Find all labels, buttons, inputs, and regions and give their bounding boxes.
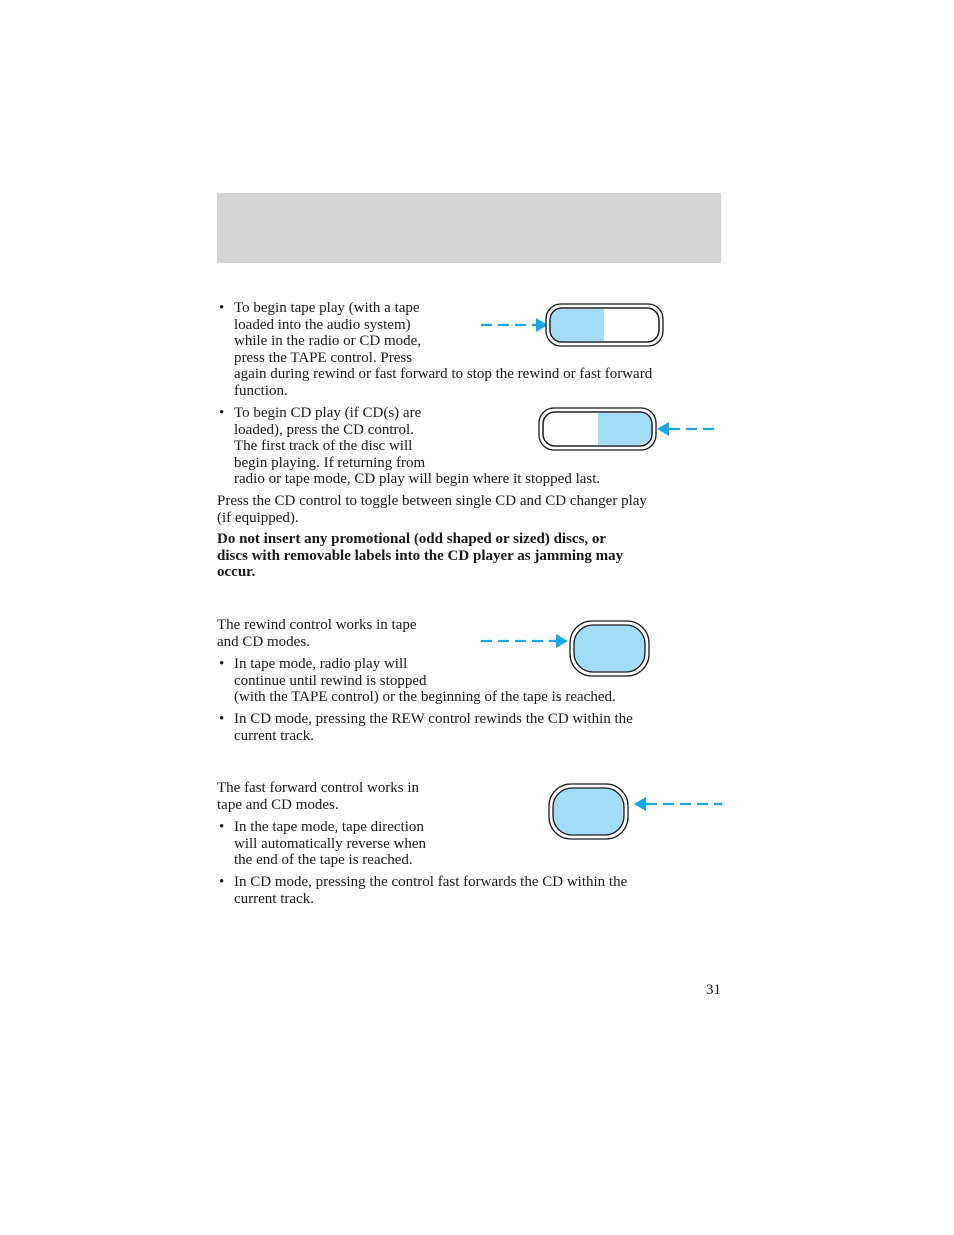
text-line: The fast forward control works in [217, 780, 420, 796]
text-line: In the tape mode, tape direction [234, 819, 424, 835]
page-number: 31 [706, 982, 721, 998]
ff-intro-paragraph [217, 780, 419, 813]
text-line: loaded into the audio system) [234, 316, 411, 333]
tape-control-figure [478, 300, 668, 350]
bullet-glyph: • [219, 819, 225, 835]
text-line: current track. [234, 890, 314, 907]
text-line: discs with removable labels into the CD player as jamming may [217, 547, 624, 564]
text-line: The rewind control works in tape [217, 617, 417, 633]
text-line: tape and CD modes. [217, 796, 339, 813]
text-line: while in the radio or CD mode, [234, 333, 422, 349]
tape-arrow [481, 318, 548, 332]
rewind-control-icon [570, 621, 649, 676]
section-header-band [217, 193, 721, 263]
text-line: function. [234, 382, 288, 399]
text-line: (if equipped). [217, 509, 299, 526]
rewind-intro-paragraph [217, 617, 417, 650]
text-line: occur. [217, 564, 256, 580]
bullet-glyph: • [219, 656, 225, 672]
rewind-control-figure [478, 618, 654, 680]
text-line: To begin tape play (with a tape [234, 300, 420, 316]
text-line: continue until rewind is stopped [234, 672, 427, 689]
ff-bullet-1-text [234, 819, 426, 869]
text-line: begin playing. If returning from [234, 454, 426, 471]
tape-control-icon [546, 304, 663, 346]
text-line: again during rewind or fast forward to stop the rewind or fast forward [234, 366, 653, 382]
fast-forward-control-icon [549, 784, 628, 839]
bullet-glyph: • [219, 874, 225, 890]
cd-control-figure [536, 405, 720, 455]
text-line: Press the CD control to toggle between single CD and CD changer play [217, 493, 647, 509]
text-line: radio or tape mode, CD play will begin where it stopped last. [234, 471, 601, 487]
text-line: loaded), press the CD control. [234, 421, 414, 438]
rewind-arrow [481, 634, 568, 648]
text-line: Do not insert any promotional (odd shaped or sized) discs, or [217, 531, 607, 547]
text-line: To begin CD play (if CD(s) are [234, 405, 422, 421]
text-line: press the TAPE control. Press [234, 349, 413, 366]
disc-warning-paragraph [217, 531, 623, 581]
text-line: In CD mode, pressing the control fast forwards the CD within the [234, 874, 628, 890]
bullet-glyph: • [219, 405, 225, 421]
text-line: (with the TAPE control) or the beginning of the tape is reached. [234, 689, 616, 705]
rewind-bullet-2-text [234, 711, 633, 744]
ff-arrow [634, 797, 722, 811]
cd-arrow [657, 422, 716, 436]
cd-control-icon [539, 408, 656, 450]
text-line: current track. [234, 727, 314, 744]
cd-toggle-paragraph [217, 493, 647, 526]
text-line: In CD mode, pressing the REW control rewinds the CD within the [234, 711, 633, 727]
bullet-glyph: • [219, 711, 225, 727]
bullet-glyph: • [219, 300, 225, 316]
text-line: and CD modes. [217, 633, 310, 650]
ff-bullet-2-text [234, 874, 627, 907]
text-line: will automatically reverse when [234, 835, 427, 852]
text-line: The first track of the disc will [234, 438, 413, 454]
text-line: In tape mode, radio play will [234, 656, 408, 672]
text-line: the end of the tape is reached. [234, 852, 413, 868]
ff-control-figure [546, 781, 724, 843]
